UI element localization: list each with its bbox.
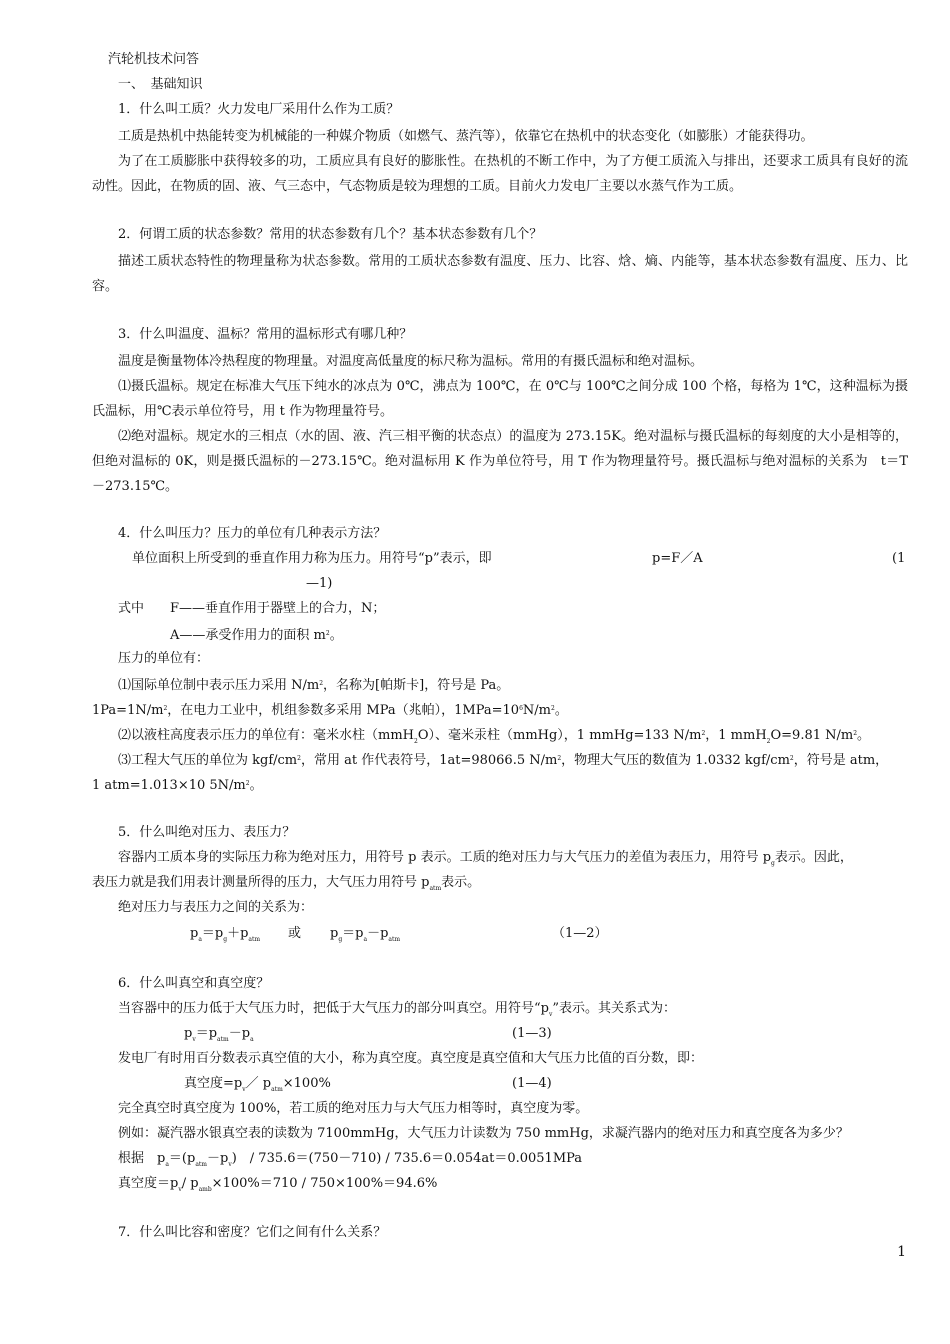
equation-number-1-1-a: (1 [892, 551, 906, 566]
answer-6-line-3: 完全真空时真空度为 100%，若工质的绝对压力与大气压力相等时，真空度为零。 [118, 1101, 589, 1116]
where-label: 式中 [118, 601, 145, 616]
answer-1-para-2: 为了在工质膨胀中获得较多的功，工质应具有良好的膨胀性。在热机的不断工作中，为了方便工质流入与排出，还要求工质具有良好的流动性。因此，在物质的固、液、气三态中，气态物质是较为理想的工质。目前火力发电厂主要以水蒸气作为工质。 [92, 154, 908, 194]
equation-number-1-3: (1—3) [512, 1026, 552, 1041]
formula-1-3: $p_v=p_{atm}-p_a$ [184, 1026, 254, 1043]
answer-1-para-1: 工质是热机中热能转变为机械能的一种媒介物质（如燃气、蒸汽等），依靠它在热机中的状态变化（如膨胀）才能获得功。 [118, 129, 814, 144]
answer-3-para-1: 温度是衡量物体冷热程度的物理量。对温度高低量度的标尺称为温标。常用的有摄氏温标和绝对温标。 [118, 354, 704, 369]
variable-a: A——承受作用力的面积 $m^2$。 [170, 628, 343, 643]
units-heading: 压力的单位有： [118, 651, 210, 666]
calculation-2: 真空度$=p_v/$ $p_{amb}\times 100\%=710 / 750\times 100\%=94.6\%$ [118, 1176, 438, 1193]
formula-or: 或 [288, 926, 302, 941]
question-5: 5．什么叫绝对压力、表压力？ [118, 825, 296, 840]
variable-f: F——垂直作用于器壁上的合力，N； [170, 601, 386, 616]
section-heading: 一、 基础知识 [118, 77, 203, 92]
answer-5-line-2: 表压力就是我们用表计测量所得的压力，大气压力用符号 $p_{atm}$表示。 [92, 875, 481, 892]
answer-2: 描述工质状态特性的物理量称为状态参数。常用的工质状态参数有温度、压力、比容、焓、熵、内能等，基本状态参数有温度、压力、比容。 [92, 254, 908, 294]
question-2: 2．何谓工质的状态参数？常用的状态参数有几个？基本状态参数有几个？ [118, 227, 543, 242]
answer-5-relation: 绝对压力与表压力之间的关系为： [118, 900, 314, 915]
unit-item-1-cont: $1Pa=1N/m^2$，在电力工业中，机组参数多采用 MPa（兆帕），$1MPa=10^6N/m^2$。 [92, 703, 568, 718]
answer-6-line-2: 发电厂有时用百分数表示真空值的大小，称为真空度。真空度是真空值和大气压力比值的百分数，即： [118, 1051, 704, 1066]
unit-item-1: ⑴国际单位制中表示压力采用 $N/m^2$，名称为[帕斯卡]，符号是 Pa。 [118, 678, 510, 693]
unit-item-3: ⑶工程大气压的单位为 kgf/$cm^2$，常用 at 作代表符号，1at=98066.5 $N/m^2$，物理大气压的数值为 1.0332 kgf/$cm^2$，符号是 atm， [118, 753, 889, 768]
question-3: 3．什么叫温度、温标？常用的温标形式有哪几种？ [118, 327, 413, 342]
pressure-definition: 单位面积上所受到的垂直作用力称为压力。用符号“p”表示，即 [132, 551, 492, 566]
question-4: 4．什么叫压力？压力的单位有几种表示方法？ [118, 526, 387, 541]
unit-item-3-cont: 1 atm=1.013×10 $5N/m^2$。 [92, 778, 263, 793]
unit-item-2: ⑵以液柱高度表示压力的单位有：毫米水柱（mmH$_2$O）、毫米汞柱（mmHg），1 mmHg=133 $N/m^2$，1 mmH$_2$O=9.81 $N/m^2$。 [118, 728, 871, 745]
pressure-formula: p=F／A [652, 551, 703, 566]
formula-1-2-left: $p_a=p_g+p_{atm}$ [190, 926, 261, 943]
document-title: 汽轮机技术问答 [108, 52, 200, 67]
question-1: 1．什么叫工质？火力发电厂采用什么作为工质？ [118, 102, 400, 117]
formula-1-4: 真空度$=p_v/$ $p_{atm}\times 100\%$ [184, 1076, 331, 1093]
equation-number-1-4: (1—4) [512, 1076, 552, 1091]
equation-number-1-1-b: —1) [306, 576, 333, 591]
equation-number-1-2: （1—2） [552, 926, 608, 941]
question-7: 7．什么叫比容和密度？它们之间有什么关系？ [118, 1225, 387, 1240]
question-6: 6．什么叫真空和真空度？ [118, 976, 270, 991]
answer-3-para-2: ⑴摄氏温标。规定在标准大气压下纯水的冰点为 0℃，沸点为 100℃，在 0℃与 100℃之间分成 100 个格，每格为 1℃，这种温标为摄氏温标，用℃表示单位符号，用 t 作为物理量符号。 [92, 379, 908, 419]
example-question: 例如：凝汽器水银真空表的读数为 7100mmHg，大气压力计读数为 750 mmHg，求凝汽器内的绝对压力和真空度各为多少？ [118, 1126, 849, 1141]
answer-5-line-1: 容器内工质本身的实际压力称为绝对压力，用符号 p 表示。工质的绝对压力与大气压力的差值为表压力，用符号 $p_g$表示。因此， [118, 850, 853, 867]
page-number: 1 [897, 1244, 906, 1260]
answer-6-line-1: 当容器中的压力低于大气压力时，把低于大气压力的部分叫真空。用符号“$p_v$”表示。其关系式为： [118, 1001, 677, 1018]
formula-1-2-right: $p_g=p_a-p_{atm}$ [330, 926, 401, 943]
calculation-1: 根据 $p_a=(p_{atm}-p_v)$ / 735.6＝(750－710) / 735.6＝0.054at＝0.0051MPa [118, 1151, 583, 1168]
answer-3-para-3: ⑵绝对温标。规定水的三相点（水的固、液、汽三相平衡的状态点）的温度为 273.15K。绝对温标与摄氏温标的每刻度的大小是相等的，但绝对温标的 0K，则是摄氏温标的－273.15℃。绝对温标用 K 作为单位符号，用 T 作为物理量符号。摄氏温标与绝对温标的关系为 t＝T－273.15℃。 [92, 429, 908, 494]
